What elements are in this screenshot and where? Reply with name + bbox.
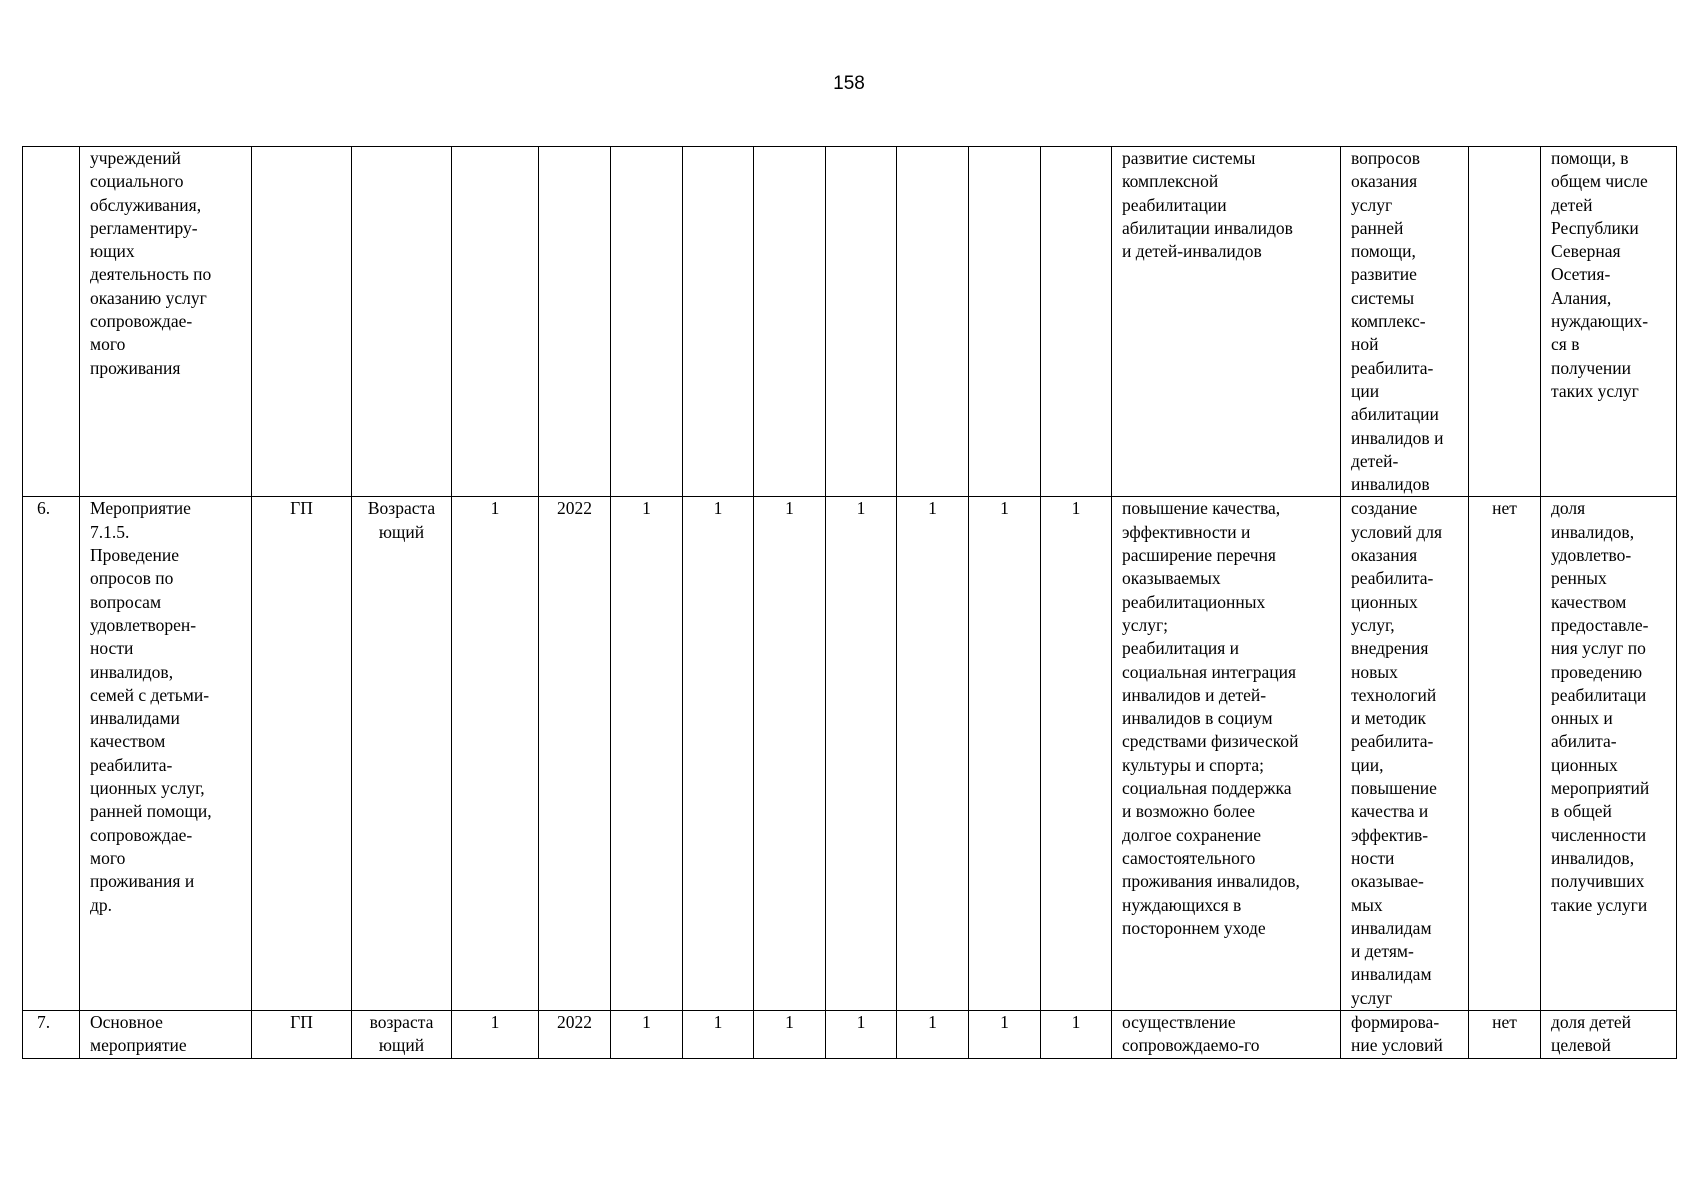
cell-risk: нет — [1469, 1010, 1541, 1058]
cell-value: 1 — [969, 1010, 1041, 1058]
table-row — [23, 1010, 1677, 1058]
cell-value: 1 — [969, 497, 1041, 1011]
cell-indicator: доля детей целевой — [1541, 1010, 1677, 1058]
cell-value: 1 — [611, 497, 683, 1011]
cell-value: 1 — [754, 497, 826, 1011]
cell-value — [683, 147, 754, 497]
cell-measure-name: учреждений социального обслуживания, регламентиру- ющих деятельность по оказанию услуг сопровождае- мого проживания — [80, 147, 252, 497]
cell-value: 1 — [754, 1010, 826, 1058]
cell-risk — [1469, 147, 1541, 497]
cell-year: 2022 — [539, 497, 611, 1011]
cell-value: 1 — [897, 1010, 969, 1058]
table-row — [23, 497, 1677, 1011]
cell-value — [897, 147, 969, 497]
cell-unit: 1 — [452, 1010, 539, 1058]
cell-indicator: помощи, в общем числе детей Республики Северная Осетия- Алания, нуждающих- ся в получении таких услуг — [1541, 147, 1677, 497]
cell-number — [23, 147, 80, 497]
cell-tasks: формирова- ние условий — [1341, 1010, 1469, 1058]
cell-number: 6. — [23, 497, 80, 1011]
cell-measure-name: Мероприятие 7.1.5. Проведение опросов по вопросам удовлетворен- ности инвалидов, семей с детьми- инвалидами качеством реабилита- ционных услуг, ранней помощи, сопровождае- мого проживания и др. — [80, 497, 252, 1011]
cell-executor: ГП — [252, 1010, 352, 1058]
cell-expected-result: развитие системы комплексной реабилитации абилитации инвалидов и детей-инвалидов — [1112, 147, 1341, 497]
cell-value: 1 — [611, 1010, 683, 1058]
cell-value — [611, 147, 683, 497]
page-number: 158 — [833, 73, 865, 94]
cell-unit — [452, 147, 539, 497]
cell-value — [826, 147, 897, 497]
cell-unit: 1 — [452, 497, 539, 1011]
cell-executor: ГП — [252, 497, 352, 1011]
cell-year: 2022 — [539, 1010, 611, 1058]
cell-value: 1 — [1041, 497, 1112, 1011]
cell-type — [352, 147, 452, 497]
cell-value: 1 — [826, 497, 897, 1011]
cell-type: Возраста ющий — [352, 497, 452, 1011]
cell-tasks: вопросов оказания услуг ранней помощи, развитие системы комплекс- ной реабилита- ции абилитации инвалидов и детей- инвалидов — [1341, 147, 1469, 497]
cell-tasks: создание условий для оказания реабилита- ционных услуг, внедрения новых технологий и методик реабилита- ции, повышение качества и эффектив- ности оказывае- мых инвалидам и детям- инвалидам услуг — [1341, 497, 1469, 1011]
cell-expected-result: повышение качества, эффективности и расширение перечня оказываемых реабилитационных услуг; реабилитация и социальная интеграция инвалидов и детей- инвалидов в социум средствами физической культуры и спорта; социальная поддержка и возможно более долгое сохранение самостоятельного проживания инвалидов, нуждающихся в постороннем уходе — [1112, 497, 1341, 1011]
cell-value: 1 — [683, 1010, 754, 1058]
cell-value: 1 — [1041, 1010, 1112, 1058]
cell-value — [969, 147, 1041, 497]
cell-expected-result: осуществление сопровождаемо-го — [1112, 1010, 1341, 1058]
cell-value: 1 — [683, 497, 754, 1011]
cell-value — [754, 147, 826, 497]
cell-value: 1 — [826, 1010, 897, 1058]
cell-year — [539, 147, 611, 497]
table-row — [23, 147, 1677, 497]
cell-value: 1 — [897, 497, 969, 1011]
cell-indicator: доля инвалидов, удовлетво- ренных качеством предоставле- ния услуг по проведению реабилитаци онных и абилита- ционных мероприятий в общей численности инвалидов, получивших такие услуги — [1541, 497, 1677, 1011]
cell-value — [1041, 147, 1112, 497]
cell-risk: нет — [1469, 497, 1541, 1011]
cell-number: 7. — [23, 1010, 80, 1058]
cell-measure-name: Основное мероприятие — [80, 1010, 252, 1058]
cell-type: возраста ющий — [352, 1010, 452, 1058]
measures-table — [22, 146, 1677, 1059]
cell-executor — [252, 147, 352, 497]
